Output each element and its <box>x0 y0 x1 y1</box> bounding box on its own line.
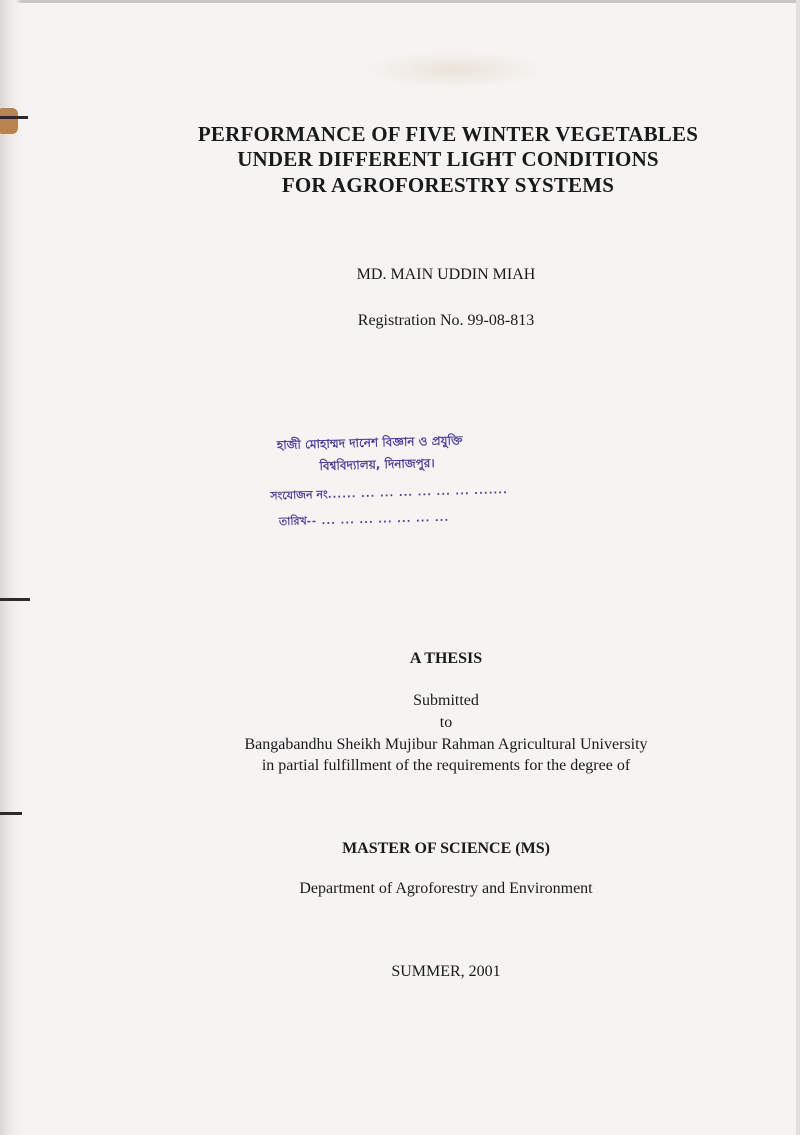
stamp-accession-line <box>270 481 508 506</box>
edge-tear-mark <box>0 116 28 119</box>
thesis-title-line-2: UNDER DIFFERENT LIGHT CONDITIONS <box>237 147 659 171</box>
page-worn-left-edge <box>0 0 22 1135</box>
page-top-edge <box>0 0 800 3</box>
stamp-dotted-line: ...... ... ... ... ... ... ... ....... <box>327 485 508 501</box>
university-name: Bangabandhu Sheikh Mujibur Rahman Agricultural University <box>244 736 648 753</box>
rust-stain <box>0 108 18 134</box>
submission-line-1: Submitted <box>413 692 479 709</box>
stamp-accession-label: সংযোজন নং <box>270 487 328 503</box>
thesis-title-line-3: FOR AGROFORESTRY SYSTEMS <box>281 173 615 197</box>
stamp-dotted-line: -- ... ... ... ... ... ... ... <box>306 512 450 528</box>
document-type-heading: A THESIS <box>409 650 483 667</box>
stamp-date-line <box>279 509 450 532</box>
submission-line-4: in partial fulfillment of the requirements for the degree of <box>261 757 631 774</box>
degree-name: MASTER OF SCIENCE (MS) <box>342 840 550 857</box>
edge-tear-mark <box>0 598 30 601</box>
edge-tear-mark <box>0 812 22 815</box>
submission-date: SUMMER, 2001 <box>391 963 501 980</box>
submission-line-2: to <box>439 714 453 731</box>
library-stamp <box>269 427 532 544</box>
thesis-title-line-1: PERFORMANCE OF FIVE WINTER VEGETABLES <box>197 122 699 146</box>
registration-number: Registration No. 99-08-813 <box>357 312 535 329</box>
paper-smudge <box>360 50 550 90</box>
stamp-line-2: বিশ্ববিদ্যালয়, দিনাজপুর। <box>319 456 435 474</box>
stamp-line-1: হাজী মোহাম্মদ দানেশ বিজ্ঞান ও প্রযুক্তি <box>276 433 463 453</box>
department-name: Department of Agroforestry and Environment <box>299 880 593 897</box>
author-name: MD. MAIN UDDIN MIAH <box>356 266 536 283</box>
stamp-date-label: তারিখ <box>278 514 307 529</box>
